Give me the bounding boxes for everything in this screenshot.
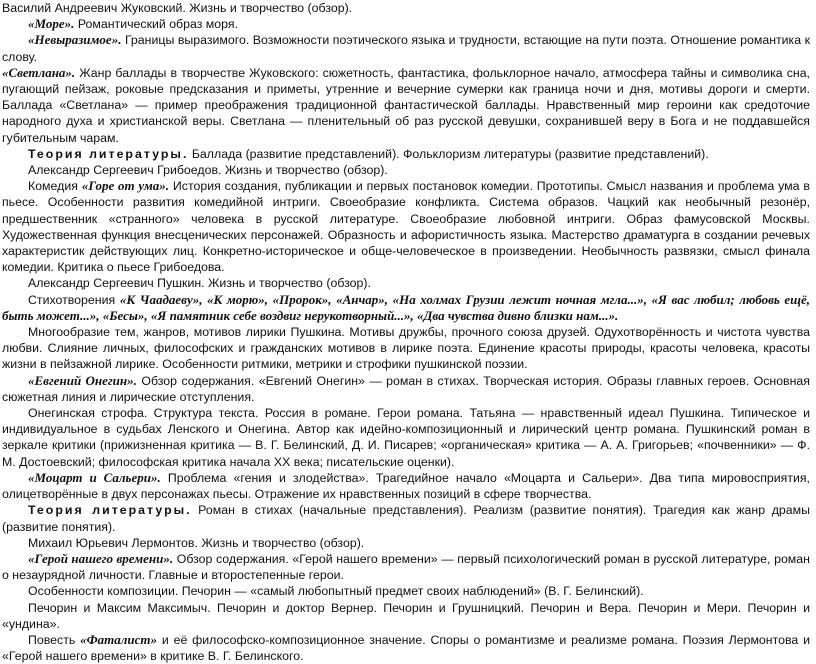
paragraph-text: Александр Сергеевич Пушкин. Жизнь и творчество (обзор).: [28, 276, 371, 291]
paragraph-text: Александр Сергеевич Грибоедов. Жизнь и творчество (обзор).: [28, 163, 388, 178]
paragraph: [2, 32, 810, 64]
work-title: «Моцарт и Сальери».: [28, 469, 161, 485]
paragraph: [2, 178, 810, 275]
work-title: «Невыразимое».: [28, 32, 122, 48]
paragraph-text: и её философско-композиционное значение. Споры о романтизме и реализме романа. Поэзия Лермонтова и «Герой нашего времени» в критике В. Г. Белинского.: [2, 632, 810, 664]
paragraph-text: Михаил Юрьевич Лермонтов. Жизнь и творчество (обзор).: [28, 535, 365, 550]
paragraph: [2, 502, 810, 534]
paragraph-text: Повесть: [28, 632, 81, 647]
paragraph-text: Границы выразимого. Возможности поэтического языка и трудности, встающие на пути поэта. Отношение романтика к слову.: [2, 33, 810, 64]
paragraph: [2, 65, 810, 146]
work-title: «Евгений Онегин».: [28, 372, 137, 388]
paragraph: [2, 0, 810, 16]
paragraph: [2, 324, 810, 373]
paragraph: [2, 535, 810, 551]
paragraph: [2, 373, 810, 405]
paragraph-text: Василий Андреевич Жуковский. Жизнь и творчество (обзор).: [2, 1, 353, 15]
paragraph-text: Романтический образ моря.: [74, 17, 239, 32]
work-title: «Герой нашего времени».: [28, 550, 174, 566]
paragraph: [2, 470, 810, 502]
paragraph-text: Особенности композиции. Печорин — «самый любопытный предмет своих наблюдений» (В. Г. Белинский).: [28, 584, 644, 599]
work-title: «Светлана».: [2, 64, 76, 80]
paragraph: [2, 162, 810, 178]
work-title: «Фаталист»: [80, 631, 158, 647]
paragraph-text: Обзор содержания. «Герой нашего времени» — первый психологический роман в русской литературе, роман о незаурядной личности. Главные и второстепенные герои.: [2, 551, 810, 583]
work-title: «К Чаадаеву», «К морю», «Пророк», «Анчар», «На холмах Грузии лежит ночная мгла...», «Я вас любил; любовь ещё, быть может...», «Бесы», «Я памятник себе воздвиг нерукотворный...», «Два чувства дивно близки нам...».: [2, 291, 810, 323]
paragraph: [2, 292, 810, 324]
paragraph-text: Онегинская строфа. Структура текста. Россия в романе. Герои романа. Татьяна — нравственный идеал Пушкина. Типическое и индивидуальное в судьбах Ленского и Онегина. Автор как идейно-композиционный и лирический центр романа. Пушкинский роман в зеркале критики (прижизненная критика — В. Г. Белинский, Д. И. Писарев; «органическая» критика — А. А. Григорьев; «почвенники» — Ф. М. Достоевский; философская критика начала XX века; писательские оценки).: [2, 406, 810, 469]
work-title: «Море».: [28, 16, 75, 32]
paragraph: [2, 600, 810, 632]
paragraph-text: История создания, публикации и первых постановок комедии. Прототипы. Смысл названия и проблема ума в пьесе. Особенности развития комедийной интриги. Своеобразие конфликта. Система образов. Чацкий как необычный резонёр, предшественник «странного» человека в русской литературе. Своеобразие любовной интриги. Образ фамусовской Москвы. Художественная функция внесценических персонажей. Образность и афористичность языка. Мастерство драматурга в создании речевых характеристик действующих лиц. Конкретно-историческое и обще-человеческое в произведении. Необычность развязки, смысл финала комедии. Критика о пьесе Грибоедова.: [2, 179, 810, 275]
paragraph-text: Печорин и Максим Максимыч. Печорин и доктор Вернер. Печорин и Грушницкий. Печорин и Вера. Печорин и Мери. Печорин и «ундина».: [2, 600, 810, 631]
paragraph: [2, 146, 810, 162]
paragraph: [2, 275, 810, 291]
paragraph-text: Жанр баллады в творчестве Жуковского: сюжетность, фантастика, фольклорное начало, атмосфера тайны и символика сна, пугающий пейзаж, роковые предсказания и приметы, утренние и вечерние сумерки как граница ночи и дня, мотивы дороги и смерти. Баллада «Светлана» — пример преображения традиционной фантастической баллады. Нравственный мир героини как средоточие народного духа и христианской веры. Светлана — пленительный об раз русской девушки, сохранившей веру в Бога и не поддавшейся губительным чарам.: [2, 65, 810, 145]
paragraph-text: Комедия: [28, 179, 82, 194]
paragraph-text: Многообразие тем, жанров, мотивов лирики Пушкина. Мотивы дружбы, прочного союза друзей. Одухотворённость и чистота чувства любви. Слияние личных, философских и гражданских мотивов в лирике поэта. Единение красоты природы, красоты человека, красоты жизни в пейзажной лирике. Особенности ритмики, метрики и строфики пушкинской поэзии.: [2, 325, 810, 372]
paragraph: [2, 583, 810, 599]
work-title: «Горе от ума».: [81, 178, 169, 194]
section-label: Теория литературы.: [28, 146, 189, 161]
paragraph: [2, 632, 810, 664]
paragraph-text: Обзор содержания. «Евгений Онегин» — роман в стихах. Творческая история. Образы главных героев. Основная сюжетная линия и лирические отступления.: [2, 373, 810, 404]
paragraph: [2, 405, 810, 470]
paragraph-text: Роман в стихах (начальные представления). Реализм (развитие понятия). Трагедия как жанр драмы (развитие понятия).: [2, 503, 810, 534]
paragraph: [2, 551, 810, 583]
paragraph-text: Стихотворения: [28, 292, 120, 307]
paragraph-text: Баллада (развитие представлений). Фольклоризм литературы (развитие представлений).: [188, 146, 709, 161]
paragraph: [2, 16, 810, 32]
section-label: Теория литературы.: [28, 503, 192, 518]
paragraph-text: Проблема «гения и злодейства». Трагедийное начало «Моцарта и Сальери». Два типа мировосприятия, олицетворённые в двух персонажах пьесы. Отражение их нравственных позиций в сфере творчества.: [2, 470, 810, 502]
